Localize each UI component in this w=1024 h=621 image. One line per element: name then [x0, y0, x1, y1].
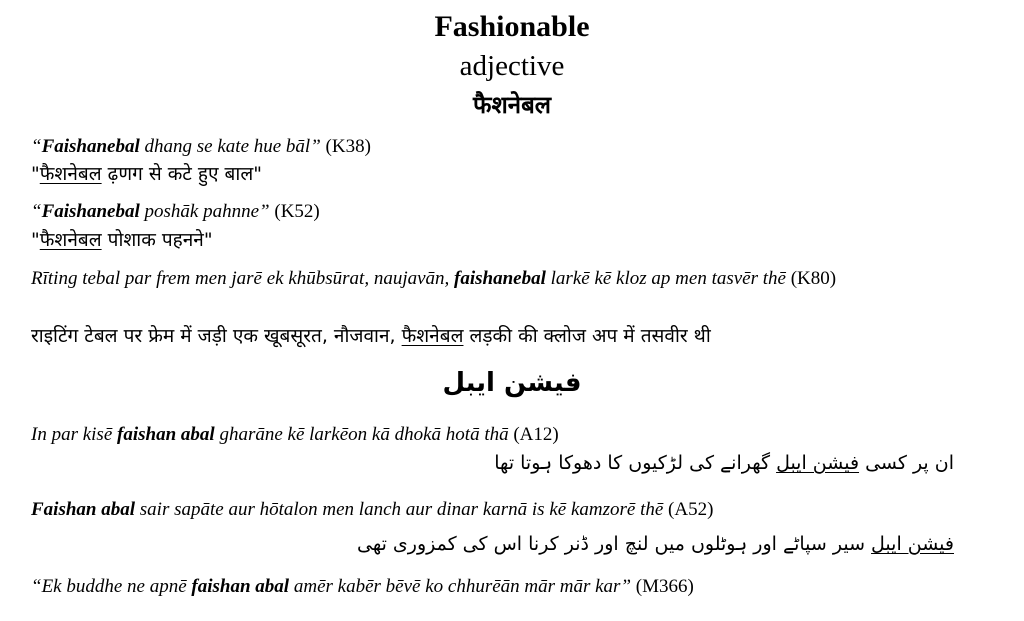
- urdu-example-2-nastaliq: فیشن ایبل سیر سپاٹے اور ہوٹلوں میں لنچ اور ڈنر کرنا اس کی کمزوری تھی: [356, 533, 954, 555]
- example-2-translit: “Faishanebal poshāk pahnne” (K52): [31, 201, 320, 222]
- headword-title: Fashionable: [434, 10, 590, 43]
- headword-devanagari: फैशनेबल: [472, 91, 552, 119]
- example-1-translit: “Faishanebal dhang se kate hue bāl” (K38): [31, 136, 371, 157]
- urdu-example-2-translit: Faishan abal sair sapāte aur hōtalon men lanch aur dinar karnā is kē kamzorē thē (A52): [31, 499, 714, 520]
- headword-urdu: فیشن ایبل: [442, 368, 582, 398]
- urdu-example-3-translit: “Ek buddhe ne apnē faishan abal amēr kabēr bēvē ko chhurēān mār mār kar” (M366): [31, 576, 694, 597]
- urdu-example-1-translit: In par kisē faishan abal gharāne kē larkēon kā dhokā hotā thā (A12): [31, 424, 559, 445]
- urdu-example-1-nastaliq: ان پر کسی فیشن ایبل گھرانے کی لڑکیوں کا دھوکا ہوتا تھا: [494, 452, 954, 474]
- example-3-devanagari: राइटिंग टेबल पर फ्रेम में जड़ी एक खूबसूरत, नौजवान, फैशनेबल लड़की की क्लोज अप में तसवीर थी: [31, 325, 711, 347]
- part-of-speech: adjective: [459, 50, 565, 82]
- example-2-devanagari: "फैशनेबल पोशाक पहनने": [31, 229, 213, 251]
- example-1-devanagari: "फैशनेबल ढ़णग से कटे हुए बाल": [31, 163, 262, 185]
- example-3-translit: Rīting tebal par frem men jarē ek khūbsūrat, naujavān, faishanebal larkē kē kloz ap men tasvēr thē (K80): [31, 268, 837, 289]
